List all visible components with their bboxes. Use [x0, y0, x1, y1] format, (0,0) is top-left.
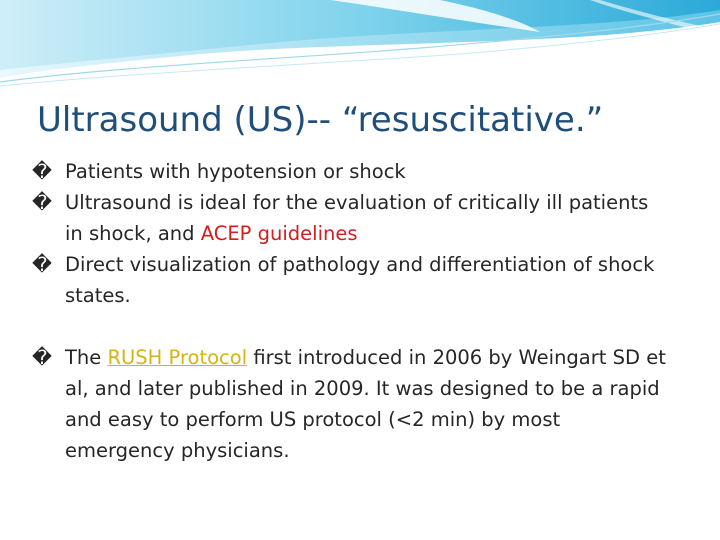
- bullet-marker-icon: �: [32, 160, 52, 183]
- slide-title: Ultrasound (US)-- “resuscitative.”: [37, 100, 604, 140]
- acep-guidelines-highlight: ACEP guidelines: [200, 222, 358, 245]
- bullet-text: Ultrasound is ideal for the evaluation of critically ill patients in shock, and: [65, 191, 649, 245]
- bullet-text: Direct visualization of pathology and differentiation of shock states.: [65, 253, 655, 307]
- bullet-item: [32, 249, 672, 311]
- bullet-text: first introduced in 2006 by Weingart SD et al, and later published in 2009. It was designed to be a rapid and easy to perform US protocol (<2 min) by most emergency physicians.: [65, 346, 666, 462]
- bullet-item: [32, 156, 672, 187]
- bullet-marker-icon: �: [32, 191, 52, 214]
- bullet-list: [32, 156, 672, 466]
- bullet-marker-icon: �: [32, 253, 52, 276]
- bullet-text: The: [65, 346, 108, 369]
- bullet-marker-icon: �: [32, 346, 52, 369]
- bullet-text: Patients with hypotension or shock: [65, 160, 406, 183]
- bullet-item: [32, 342, 672, 466]
- bullet-item: [32, 187, 672, 249]
- rush-protocol-link[interactable]: RUSH Protocol: [107, 346, 248, 369]
- decorative-wave-banner: [0, 0, 720, 90]
